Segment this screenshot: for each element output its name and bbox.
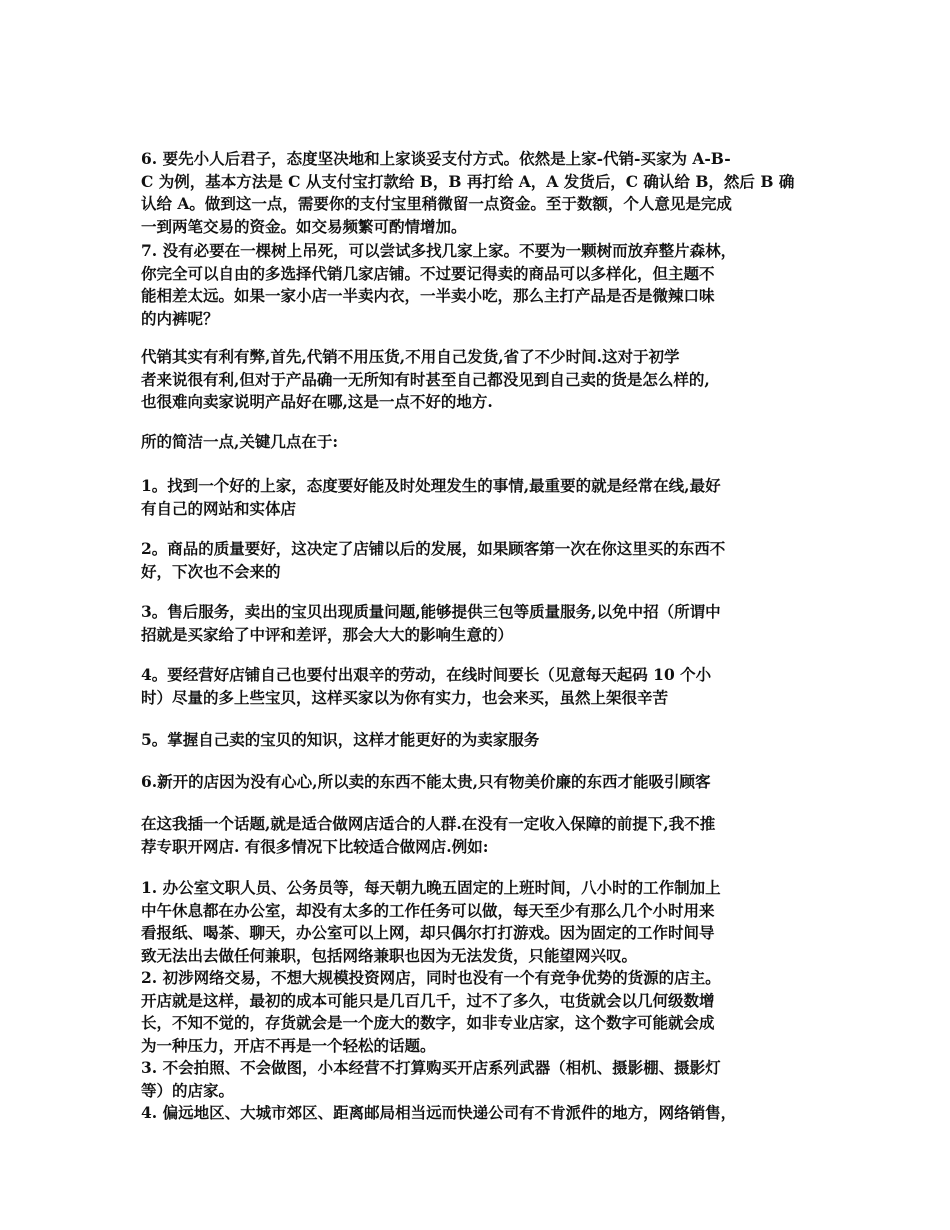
paragraph-examples-list — [141, 877, 841, 1125]
paragraph-point-3 — [141, 601, 841, 646]
text-line: 3. 不会拍照、不会做图，小本经营不打算购买开店系列武器（相机、摄影棚、摄影灯 — [141, 1058, 721, 1077]
text-line: 6. 要先小人后君子，态度坚决地和上家谈妥支付方式。依然是上家-代销-买家为 A-B- — [141, 149, 731, 168]
text-line: 开店就是这样，最初的成本可能只是几百几千，过不了多久，屯货就会以几何级数增 — [141, 990, 715, 1010]
text-line: 7. 没有必要在一棵树上吊死，可以尝试多找几家上家。不要为一颗树而放弃整片森林， — [141, 241, 737, 260]
paragraph-point-5 — [141, 729, 841, 752]
text-line: 4。要经营好店铺自己也要付出艰辛的劳动，在线时间要长（见意每天起码 10 个小 — [141, 665, 712, 684]
text-line: 看报纸、喝茶、聊天，办公室可以上网，却只偶尔打打游戏。因为固定的工作时间导 — [141, 923, 715, 942]
text-line: 等）的店家。 — [141, 1080, 235, 1100]
paragraph-multiple-suppliers — [141, 240, 841, 330]
text-line: 为一种压力，开店不再是一个轻松的话题。 — [141, 1035, 436, 1055]
text-line: 2。商品的质量要好，这决定了店铺以后的发展，如果顾客第一次在你这里买的东西不 — [141, 539, 726, 558]
paragraph-point-4 — [141, 664, 841, 709]
text-line: 6.新开的店因为没有心心,所以卖的东西不能太贵,只有物美价廉的东西才能吸引顾客 — [141, 772, 711, 791]
text-line: 代销其实有利有弊,首先,代销不用压货,不用自己发货,省了不少时间.这对于初学 — [141, 347, 680, 366]
paragraph-point-2 — [141, 538, 841, 583]
paragraph-pros-cons — [141, 346, 841, 414]
text-line: 3。售后服务，卖出的宝贝出现质量问题,能够提供三包等质量服务,以免中招（所谓中 — [141, 602, 721, 621]
text-line: 招就是买家给了中评和差评，那会大大的影响生意的） — [141, 624, 514, 644]
paragraph-summary-intro — [141, 431, 841, 454]
text-line: 有自己的网站和实体店 — [141, 498, 297, 518]
text-line: 能相差太远。如果一家小店一半卖内衣，一半卖小吃，那么主打产品是否是微辣口味 — [141, 286, 715, 305]
text-line: 5。掌握自己卖的宝贝的知识，这样才能更好的为卖家服务 — [141, 730, 540, 749]
text-line: C 为例，基本方法是 C 从支付宝打款给 B，B 再打给 A，A 发货后，C 确认给 B，然后 B 确 — [141, 171, 795, 191]
paragraph-payment-method — [141, 148, 841, 238]
text-line: 长，不知不觉的，存货就会是一个庞大的数字，如非专业店家，这个数字可能就会成 — [141, 1013, 715, 1032]
text-line: 在这我插一个话题,就是适合做网店适合的人群.在没有一定收入保障的前提下,我不推 — [141, 814, 716, 833]
text-line: 所的简洁一点,关键几点在于: — [141, 432, 339, 451]
text-line: 中午休息都在办公室，却没有太多的工作任务可以做，每天至少有那么几个小时用来 — [141, 900, 715, 920]
text-line: 你完全可以自由的多选择代销几家店铺。不过要记得卖的商品可以多样化，但主题不 — [141, 263, 715, 283]
text-line: 者来说很有利,但对于产品确一无所知有时甚至自己都没见到自己卖的货是怎么样的, — [141, 369, 710, 389]
text-line: 一到两笔交易的资金。如交易频繁可酌情增加。 — [141, 216, 467, 236]
text-line: 1. 办公室文职人员、公务员等，每天朝九晚五固定的上班时间，八小时的工作制加上 — [141, 878, 721, 897]
paragraph-point-1 — [141, 475, 841, 520]
text-line: 的内裤呢？ — [141, 308, 219, 328]
text-line: 好，下次也不会来的 — [141, 561, 281, 581]
text-line: 致无法出去做任何兼职，包括网络兼职也因为无法发货，只能望网兴叹。 — [141, 945, 638, 965]
paragraph-suitable-people — [141, 813, 841, 858]
text-line: 荐专职开网店. 有很多情况下比较适合做网店.例如: — [141, 836, 489, 856]
text-line: 4. 偏远地区、大城市郊区、距离邮局相当远而快递公司有不肯派件的地方，网络销售， — [141, 1103, 737, 1122]
paragraph-point-6 — [141, 771, 841, 794]
text-line: 1。找到一个好的上家，态度要好能及时处理发生的事情,最重要的就是经常在线,最好 — [141, 476, 721, 495]
text-line: 也很难向卖家说明产品好在哪,这是一点不好的地方. — [141, 392, 493, 411]
text-line: 时）尽量的多上些宝贝，这样买家以为你有实力，也会来买，虽然上架很辛苦 — [141, 687, 669, 707]
text-line: 认给 A。做到这一点，需要你的支付宝里稍微留一点资金。至于数额，个人意见是完成 — [141, 194, 732, 213]
text-line: 2. 初涉网络交易，不想大规模投资网店，同时也没有一个有竞争优势的货源的店主。 — [141, 968, 721, 987]
